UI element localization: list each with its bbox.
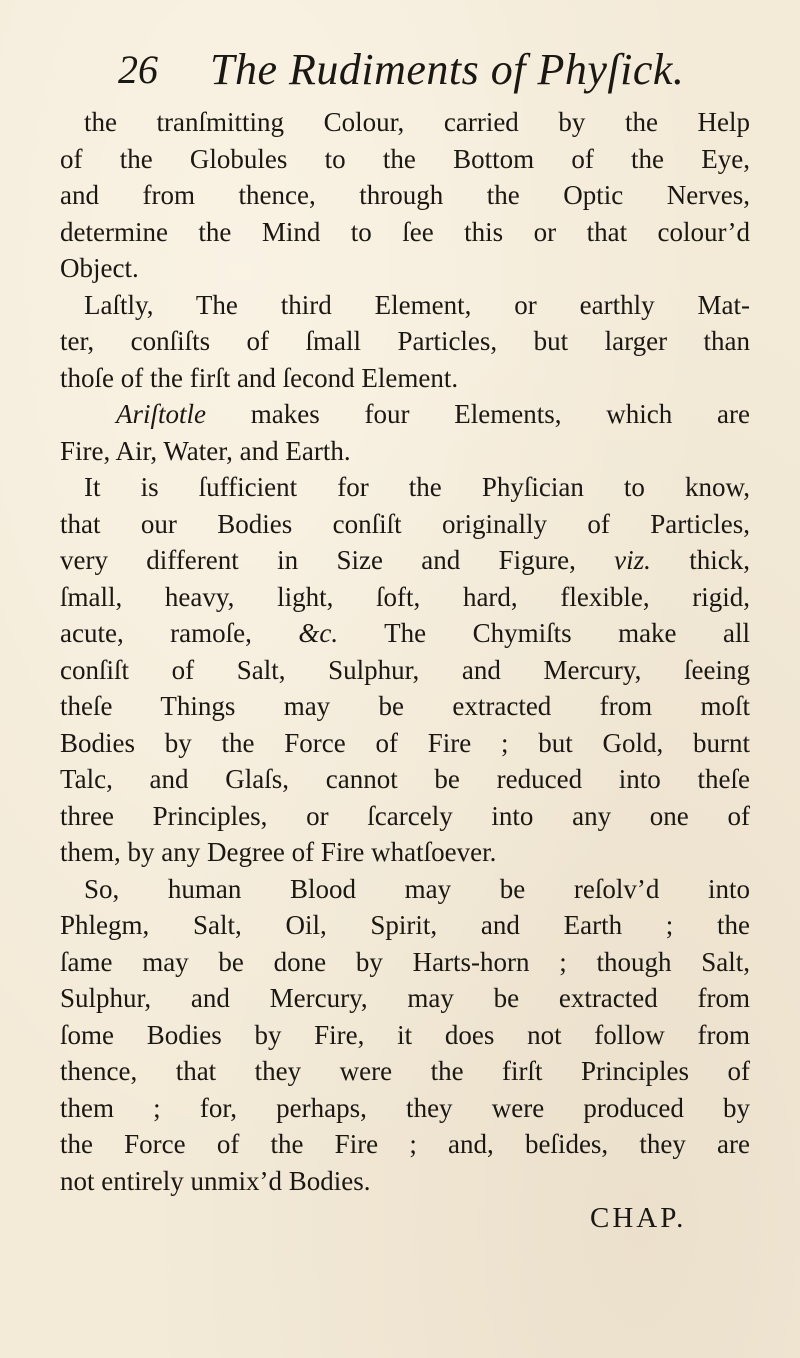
- text-line: conſiſt of Salt, Sulphur, and Mercury, ſeeing: [60, 654, 750, 685]
- page-number: 26: [118, 47, 158, 92]
- text-line: Sulphur, and Mercury, may be extracted from: [60, 983, 750, 1013]
- text-line: that our Bodies conſiſt originally of Particles,: [60, 508, 750, 539]
- text-line: Talc, and Glaſs, cannot be reduced into theſe: [60, 764, 750, 794]
- text-line: the Force of the Fire ; and, beſides, they are: [60, 1129, 750, 1159]
- italic-abbrev: viz.: [614, 545, 651, 575]
- text-line: thoſe of the firſt and ſecond Element.: [60, 362, 459, 393]
- italic-abbrev: &c.: [298, 618, 339, 648]
- text-line: ſome Bodies by Fire, it does not follow from: [60, 1019, 750, 1050]
- text-line: very different in Size and Figure, viz. thick,: [60, 545, 750, 575]
- text-line: Bodies by the Force of Fire ; but Gold, burnt: [60, 727, 750, 758]
- text-line: Object.: [60, 253, 139, 283]
- text-line: Phlegm, Salt, Oil, Spirit, and Earth ; the: [60, 910, 750, 940]
- running-title: The Rudiments of Phyſick.: [210, 45, 685, 94]
- text-line: the tranſmitting Colour, carried by the Help: [84, 107, 750, 137]
- paragraph-start-line: It is ſufficient for the Phyſician to know,: [84, 472, 750, 502]
- italic-name: Ariſtotle: [116, 399, 206, 429]
- text-line: them ; for, perhaps, they were produced by: [60, 1092, 750, 1123]
- text-line: thence, that they were the firſt Principles of: [60, 1056, 750, 1086]
- text-line: acute, ramoſe, &c. The Chymiſts make all: [60, 618, 750, 648]
- text-line: theſe Things may be extracted from moſt: [60, 691, 750, 721]
- paragraph-start-line: So, human Blood may be reſolv’d into: [84, 873, 750, 904]
- text-line: ſame may be done by Harts-horn ; though Salt,: [60, 946, 750, 977]
- running-head: [118, 40, 718, 100]
- text-line: three Principles, or ſcarcely into any one of: [60, 800, 750, 831]
- text-line: determine the Mind to ſee this or that colour’d: [60, 216, 750, 247]
- text-line: ter, conſiſts of ſmall Particles, but larger than: [60, 326, 750, 356]
- text-line: them, by any Degree of Fire whatſoever.: [60, 837, 497, 867]
- paragraph-start-line: Laſtly, The third Element, or earthly Mat-: [84, 289, 750, 320]
- text-line: not entirely unmix’d Bodies.: [60, 1165, 371, 1196]
- text-line: Fire, Air, Water, and Earth.: [60, 435, 351, 466]
- catchword: CHAP.: [590, 1202, 687, 1234]
- text-line: ſmall, heavy, light, ſoft, hard, flexible, rigid,: [60, 581, 750, 612]
- text-line: and from thence, through the Optic Nerves,: [60, 180, 750, 210]
- text-line: of the Globules to the Bottom of the Eye,: [60, 143, 750, 174]
- paragraph-start-line: Ariſtotle makes four Elements, which are: [116, 399, 750, 429]
- body-text: [60, 104, 750, 1199]
